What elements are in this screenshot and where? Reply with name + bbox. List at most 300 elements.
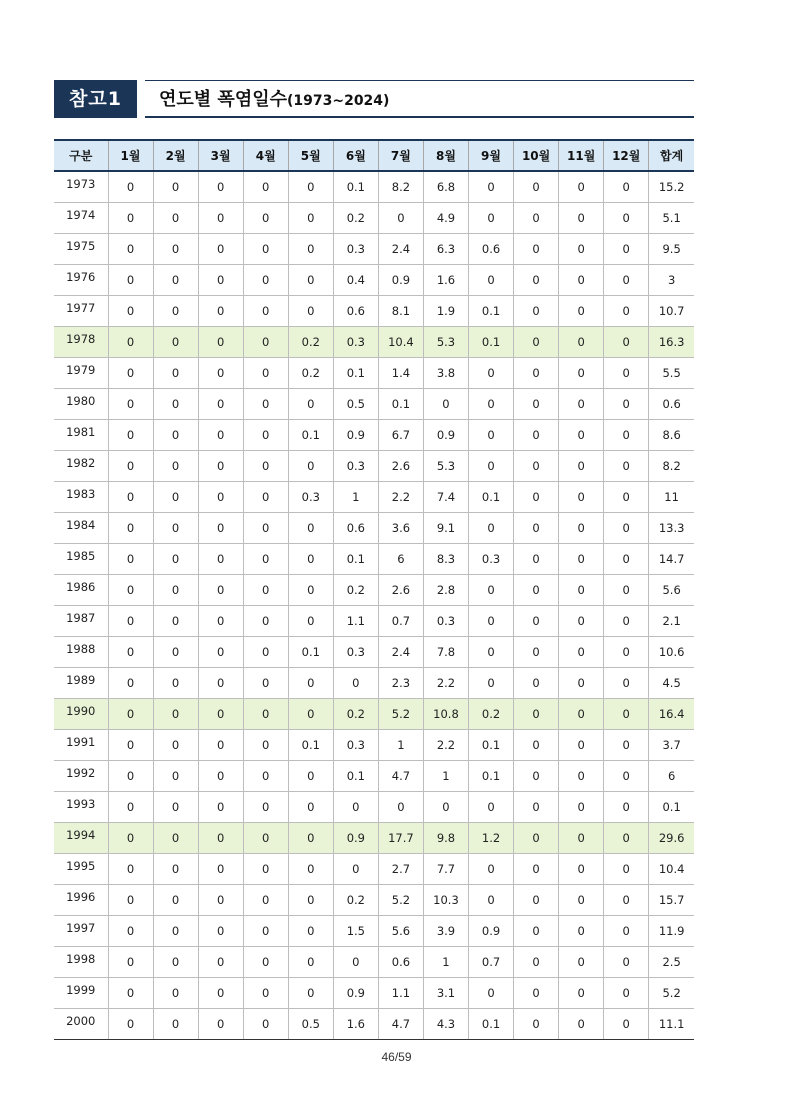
total-cell: 16.4: [649, 699, 694, 730]
value-cell: 0: [559, 513, 604, 544]
section-title-bar: [54, 80, 694, 118]
value-cell: 0: [108, 792, 153, 823]
value-cell: 0: [243, 420, 288, 451]
value-cell: 0: [153, 451, 198, 482]
value-cell: 0: [604, 916, 649, 947]
value-cell: 0: [153, 792, 198, 823]
value-cell: 0: [108, 389, 153, 420]
table-row: [54, 544, 694, 575]
value-cell: 9.1: [423, 513, 468, 544]
value-cell: 0: [153, 544, 198, 575]
title-bottom-rule: [145, 116, 694, 118]
value-cell: 0: [559, 947, 604, 978]
value-cell: 0: [198, 916, 243, 947]
reference-badge: 참고1: [54, 80, 137, 118]
total-cell: 10.4: [649, 854, 694, 885]
value-cell: 0.6: [469, 234, 514, 265]
value-cell: 0: [153, 823, 198, 854]
value-cell: 0: [108, 947, 153, 978]
total-cell: 10.7: [649, 296, 694, 327]
year-cell: 1985: [54, 544, 108, 575]
value-cell: 1.6: [423, 265, 468, 296]
column-header: 7월: [378, 140, 423, 171]
value-cell: 3.6: [378, 513, 423, 544]
value-cell: 0: [108, 606, 153, 637]
value-cell: 0: [604, 885, 649, 916]
year-cell: 1974: [54, 203, 108, 234]
total-cell: 5.5: [649, 358, 694, 389]
value-cell: 3.9: [423, 916, 468, 947]
value-cell: 0: [514, 327, 559, 358]
value-cell: 0: [108, 296, 153, 327]
value-cell: 0: [514, 730, 559, 761]
value-cell: 0: [108, 885, 153, 916]
year-cell: 1996: [54, 885, 108, 916]
value-cell: 0: [559, 420, 604, 451]
value-cell: 0.1: [469, 730, 514, 761]
column-header: 8월: [423, 140, 468, 171]
total-cell: 9.5: [649, 234, 694, 265]
year-cell: 1982: [54, 451, 108, 482]
value-cell: 3.8: [423, 358, 468, 389]
value-cell: 0.9: [333, 978, 378, 1009]
value-cell: 0.9: [423, 420, 468, 451]
column-header: 11월: [559, 140, 604, 171]
value-cell: 0: [153, 234, 198, 265]
value-cell: 0: [153, 730, 198, 761]
value-cell: 0: [469, 637, 514, 668]
table-row: [54, 358, 694, 389]
value-cell: 10.3: [423, 885, 468, 916]
value-cell: 0: [604, 265, 649, 296]
value-cell: 0: [514, 947, 559, 978]
value-cell: 2.2: [423, 730, 468, 761]
value-cell: 0: [288, 668, 333, 699]
table-row: [54, 1009, 694, 1040]
value-cell: 0: [604, 296, 649, 327]
value-cell: 0.2: [469, 699, 514, 730]
value-cell: 0: [469, 389, 514, 420]
value-cell: 0: [514, 761, 559, 792]
value-cell: 0: [288, 792, 333, 823]
value-cell: 0.2: [333, 885, 378, 916]
value-cell: 0: [288, 203, 333, 234]
column-header: 합계: [649, 140, 694, 171]
value-cell: 0: [243, 171, 288, 203]
value-cell: 0: [288, 606, 333, 637]
value-cell: 0: [514, 203, 559, 234]
value-cell: 0: [559, 699, 604, 730]
value-cell: 0.2: [333, 575, 378, 606]
value-cell: 0: [243, 482, 288, 513]
value-cell: 0: [378, 792, 423, 823]
value-cell: 0: [514, 606, 559, 637]
value-cell: 0: [288, 451, 333, 482]
total-cell: 5.1: [649, 203, 694, 234]
column-header: 9월: [469, 140, 514, 171]
value-cell: 0: [559, 358, 604, 389]
value-cell: 0: [243, 730, 288, 761]
value-cell: 1.1: [378, 978, 423, 1009]
value-cell: 0.2: [288, 358, 333, 389]
value-cell: 0: [198, 947, 243, 978]
value-cell: 0.9: [333, 823, 378, 854]
value-cell: 0.3: [288, 482, 333, 513]
total-cell: 11.9: [649, 916, 694, 947]
total-cell: 0.1: [649, 792, 694, 823]
value-cell: 0: [153, 699, 198, 730]
year-cell: 1977: [54, 296, 108, 327]
table-row: [54, 296, 694, 327]
year-cell: 1986: [54, 575, 108, 606]
value-cell: 0.1: [333, 761, 378, 792]
value-cell: 0.6: [378, 947, 423, 978]
value-cell: 0.1: [469, 327, 514, 358]
value-cell: 17.7: [378, 823, 423, 854]
value-cell: 0: [108, 358, 153, 389]
value-cell: 0: [153, 854, 198, 885]
value-cell: 0.1: [469, 1009, 514, 1040]
value-cell: 0: [153, 482, 198, 513]
value-cell: 0: [469, 668, 514, 699]
year-cell: 1998: [54, 947, 108, 978]
total-cell: 15.7: [649, 885, 694, 916]
value-cell: 0: [288, 296, 333, 327]
value-cell: 1.6: [333, 1009, 378, 1040]
value-cell: 0: [243, 575, 288, 606]
value-cell: 0: [243, 327, 288, 358]
column-header: 3월: [198, 140, 243, 171]
column-header-category: 구분: [54, 140, 108, 171]
value-cell: 0: [469, 978, 514, 1009]
year-cell: 1975: [54, 234, 108, 265]
value-cell: 0: [514, 171, 559, 203]
value-cell: 0: [514, 978, 559, 1009]
table-row-highlighted: [54, 699, 694, 730]
total-cell: 11: [649, 482, 694, 513]
value-cell: 0: [243, 823, 288, 854]
value-cell: 0: [243, 854, 288, 885]
value-cell: 0: [198, 544, 243, 575]
value-cell: 0: [198, 420, 243, 451]
value-cell: 0: [153, 575, 198, 606]
value-cell: 5.2: [378, 699, 423, 730]
table-row: [54, 171, 694, 203]
value-cell: 0: [153, 916, 198, 947]
value-cell: 0: [559, 296, 604, 327]
value-cell: 0: [469, 420, 514, 451]
value-cell: 0.3: [333, 451, 378, 482]
value-cell: 0: [198, 575, 243, 606]
total-cell: 8.2: [649, 451, 694, 482]
value-cell: 1: [333, 482, 378, 513]
value-cell: 0: [559, 203, 604, 234]
total-cell: 4.5: [649, 668, 694, 699]
value-cell: 2.2: [423, 668, 468, 699]
value-cell: 0.1: [333, 358, 378, 389]
value-cell: 0: [198, 606, 243, 637]
value-cell: 7.8: [423, 637, 468, 668]
value-cell: 0: [604, 1009, 649, 1040]
table-row: [54, 730, 694, 761]
value-cell: 0: [153, 420, 198, 451]
value-cell: 0.1: [288, 730, 333, 761]
value-cell: 0: [198, 265, 243, 296]
value-cell: 0: [604, 451, 649, 482]
value-cell: 0: [514, 823, 559, 854]
value-cell: 0: [559, 544, 604, 575]
value-cell: 0: [559, 978, 604, 1009]
value-cell: 0.1: [333, 171, 378, 203]
value-cell: 0.2: [333, 699, 378, 730]
value-cell: 0: [604, 482, 649, 513]
heatwave-days-table: [54, 139, 694, 1040]
table-row: [54, 978, 694, 1009]
value-cell: 0.1: [469, 296, 514, 327]
year-cell: 1984: [54, 513, 108, 544]
year-cell: 2000: [54, 1009, 108, 1040]
value-cell: 0: [514, 668, 559, 699]
value-cell: 0: [423, 389, 468, 420]
value-cell: 0: [378, 203, 423, 234]
value-cell: 0: [288, 265, 333, 296]
value-cell: 0: [153, 389, 198, 420]
value-cell: 0: [604, 544, 649, 575]
value-cell: 0: [604, 947, 649, 978]
value-cell: 5.2: [378, 885, 423, 916]
total-cell: 8.6: [649, 420, 694, 451]
value-cell: 0: [514, 885, 559, 916]
value-cell: 0: [288, 854, 333, 885]
value-cell: 0.2: [333, 203, 378, 234]
value-cell: 1.2: [469, 823, 514, 854]
value-cell: 0: [108, 823, 153, 854]
table-row: [54, 761, 694, 792]
value-cell: 0: [514, 544, 559, 575]
value-cell: 0: [153, 1009, 198, 1040]
value-cell: 0: [514, 792, 559, 823]
value-cell: 0.9: [469, 916, 514, 947]
value-cell: 0.6: [333, 296, 378, 327]
table-row: [54, 947, 694, 978]
value-cell: 0: [108, 544, 153, 575]
value-cell: 0: [333, 854, 378, 885]
value-cell: 10.4: [378, 327, 423, 358]
value-cell: 0: [153, 513, 198, 544]
value-cell: 0: [514, 296, 559, 327]
value-cell: 0: [198, 668, 243, 699]
total-cell: 13.3: [649, 513, 694, 544]
value-cell: 0: [469, 575, 514, 606]
year-cell: 1992: [54, 761, 108, 792]
value-cell: 0: [198, 171, 243, 203]
year-cell: 1980: [54, 389, 108, 420]
value-cell: 0: [198, 761, 243, 792]
value-cell: 0: [559, 730, 604, 761]
value-cell: 0: [108, 420, 153, 451]
value-cell: 0.6: [333, 513, 378, 544]
total-cell: 6: [649, 761, 694, 792]
value-cell: 0: [514, 265, 559, 296]
value-cell: 7.7: [423, 854, 468, 885]
value-cell: 0: [604, 513, 649, 544]
value-cell: 0: [288, 575, 333, 606]
value-cell: 0: [108, 761, 153, 792]
value-cell: 0: [469, 885, 514, 916]
table-row: [54, 916, 694, 947]
value-cell: 8.2: [378, 171, 423, 203]
value-cell: 0: [198, 451, 243, 482]
value-cell: 0: [604, 637, 649, 668]
value-cell: 0: [198, 482, 243, 513]
year-cell: 1990: [54, 699, 108, 730]
value-cell: 0: [153, 358, 198, 389]
total-cell: 2.5: [649, 947, 694, 978]
value-cell: 2.3: [378, 668, 423, 699]
table-row: [54, 451, 694, 482]
year-cell: 1978: [54, 327, 108, 358]
table-row: [54, 575, 694, 606]
value-cell: 0: [243, 699, 288, 730]
value-cell: 0: [559, 171, 604, 203]
table-row: [54, 885, 694, 916]
year-cell: 1999: [54, 978, 108, 1009]
value-cell: 0: [469, 203, 514, 234]
value-cell: 0: [469, 854, 514, 885]
total-cell: 14.7: [649, 544, 694, 575]
value-cell: 0: [243, 916, 288, 947]
value-cell: 0: [604, 699, 649, 730]
value-cell: 0.1: [378, 389, 423, 420]
table-row: [54, 668, 694, 699]
value-cell: 0: [108, 513, 153, 544]
value-cell: 0.3: [333, 637, 378, 668]
value-cell: 0: [153, 947, 198, 978]
column-header: 2월: [153, 140, 198, 171]
value-cell: 1: [378, 730, 423, 761]
table-row: [54, 389, 694, 420]
value-cell: 0.1: [469, 482, 514, 513]
table-row: [54, 265, 694, 296]
value-cell: 0: [153, 761, 198, 792]
total-cell: 3.7: [649, 730, 694, 761]
value-cell: 0.4: [333, 265, 378, 296]
total-cell: 0.6: [649, 389, 694, 420]
value-cell: 0: [604, 730, 649, 761]
value-cell: 0: [198, 730, 243, 761]
value-cell: 0.7: [469, 947, 514, 978]
total-cell: 10.6: [649, 637, 694, 668]
value-cell: 0: [604, 327, 649, 358]
value-cell: 0: [469, 171, 514, 203]
value-cell: 0: [243, 358, 288, 389]
value-cell: 0: [243, 203, 288, 234]
value-cell: 0: [288, 389, 333, 420]
value-cell: 0: [243, 389, 288, 420]
value-cell: 0.3: [333, 327, 378, 358]
column-header: 12월: [604, 140, 649, 171]
table-row: [54, 420, 694, 451]
value-cell: 5.3: [423, 327, 468, 358]
total-cell: 11.1: [649, 1009, 694, 1040]
total-cell: 5.6: [649, 575, 694, 606]
section-title: [159, 80, 389, 118]
value-cell: 0: [243, 668, 288, 699]
year-cell: 1997: [54, 916, 108, 947]
year-cell: 1988: [54, 637, 108, 668]
column-header: 5월: [288, 140, 333, 171]
value-cell: 0.3: [333, 234, 378, 265]
value-cell: 1.5: [333, 916, 378, 947]
year-cell: 1994: [54, 823, 108, 854]
value-cell: 0.1: [333, 544, 378, 575]
value-cell: 0: [198, 854, 243, 885]
value-cell: 0: [108, 171, 153, 203]
value-cell: 0: [604, 978, 649, 1009]
value-cell: 0: [559, 1009, 604, 1040]
year-cell: 1995: [54, 854, 108, 885]
value-cell: 0: [243, 296, 288, 327]
value-cell: 0: [514, 451, 559, 482]
table-row: [54, 637, 694, 668]
value-cell: 4.7: [378, 761, 423, 792]
total-cell: 15.2: [649, 171, 694, 203]
value-cell: 0: [559, 234, 604, 265]
value-cell: 0: [108, 637, 153, 668]
value-cell: 0: [559, 575, 604, 606]
value-cell: 0: [559, 823, 604, 854]
value-cell: 0: [108, 854, 153, 885]
value-cell: 0: [108, 699, 153, 730]
value-cell: 0: [198, 792, 243, 823]
value-cell: 0: [559, 668, 604, 699]
value-cell: 0.5: [333, 389, 378, 420]
value-cell: 0: [333, 792, 378, 823]
value-cell: 0.3: [423, 606, 468, 637]
table-row: [54, 606, 694, 637]
value-cell: 0: [514, 575, 559, 606]
year-cell: 1973: [54, 171, 108, 203]
value-cell: 0: [559, 854, 604, 885]
value-cell: 0: [333, 668, 378, 699]
value-cell: 0: [108, 978, 153, 1009]
value-cell: 8.3: [423, 544, 468, 575]
value-cell: 0: [423, 792, 468, 823]
value-cell: 2.2: [378, 482, 423, 513]
value-cell: 0: [243, 885, 288, 916]
column-header: 10월: [514, 140, 559, 171]
value-cell: 0: [604, 823, 649, 854]
value-cell: 0: [108, 265, 153, 296]
year-cell: 1979: [54, 358, 108, 389]
value-cell: 6.7: [378, 420, 423, 451]
value-cell: 0: [559, 792, 604, 823]
value-cell: 6.3: [423, 234, 468, 265]
value-cell: 0: [604, 761, 649, 792]
value-cell: 0: [559, 265, 604, 296]
value-cell: 0: [559, 606, 604, 637]
value-cell: 0: [108, 1009, 153, 1040]
value-cell: 0: [243, 451, 288, 482]
value-cell: 0: [514, 637, 559, 668]
value-cell: 0: [243, 1009, 288, 1040]
value-cell: 0.3: [333, 730, 378, 761]
value-cell: 0.1: [469, 761, 514, 792]
table-row-highlighted: [54, 327, 694, 358]
total-cell: 3: [649, 265, 694, 296]
value-cell: 4.7: [378, 1009, 423, 1040]
table-row: [54, 854, 694, 885]
